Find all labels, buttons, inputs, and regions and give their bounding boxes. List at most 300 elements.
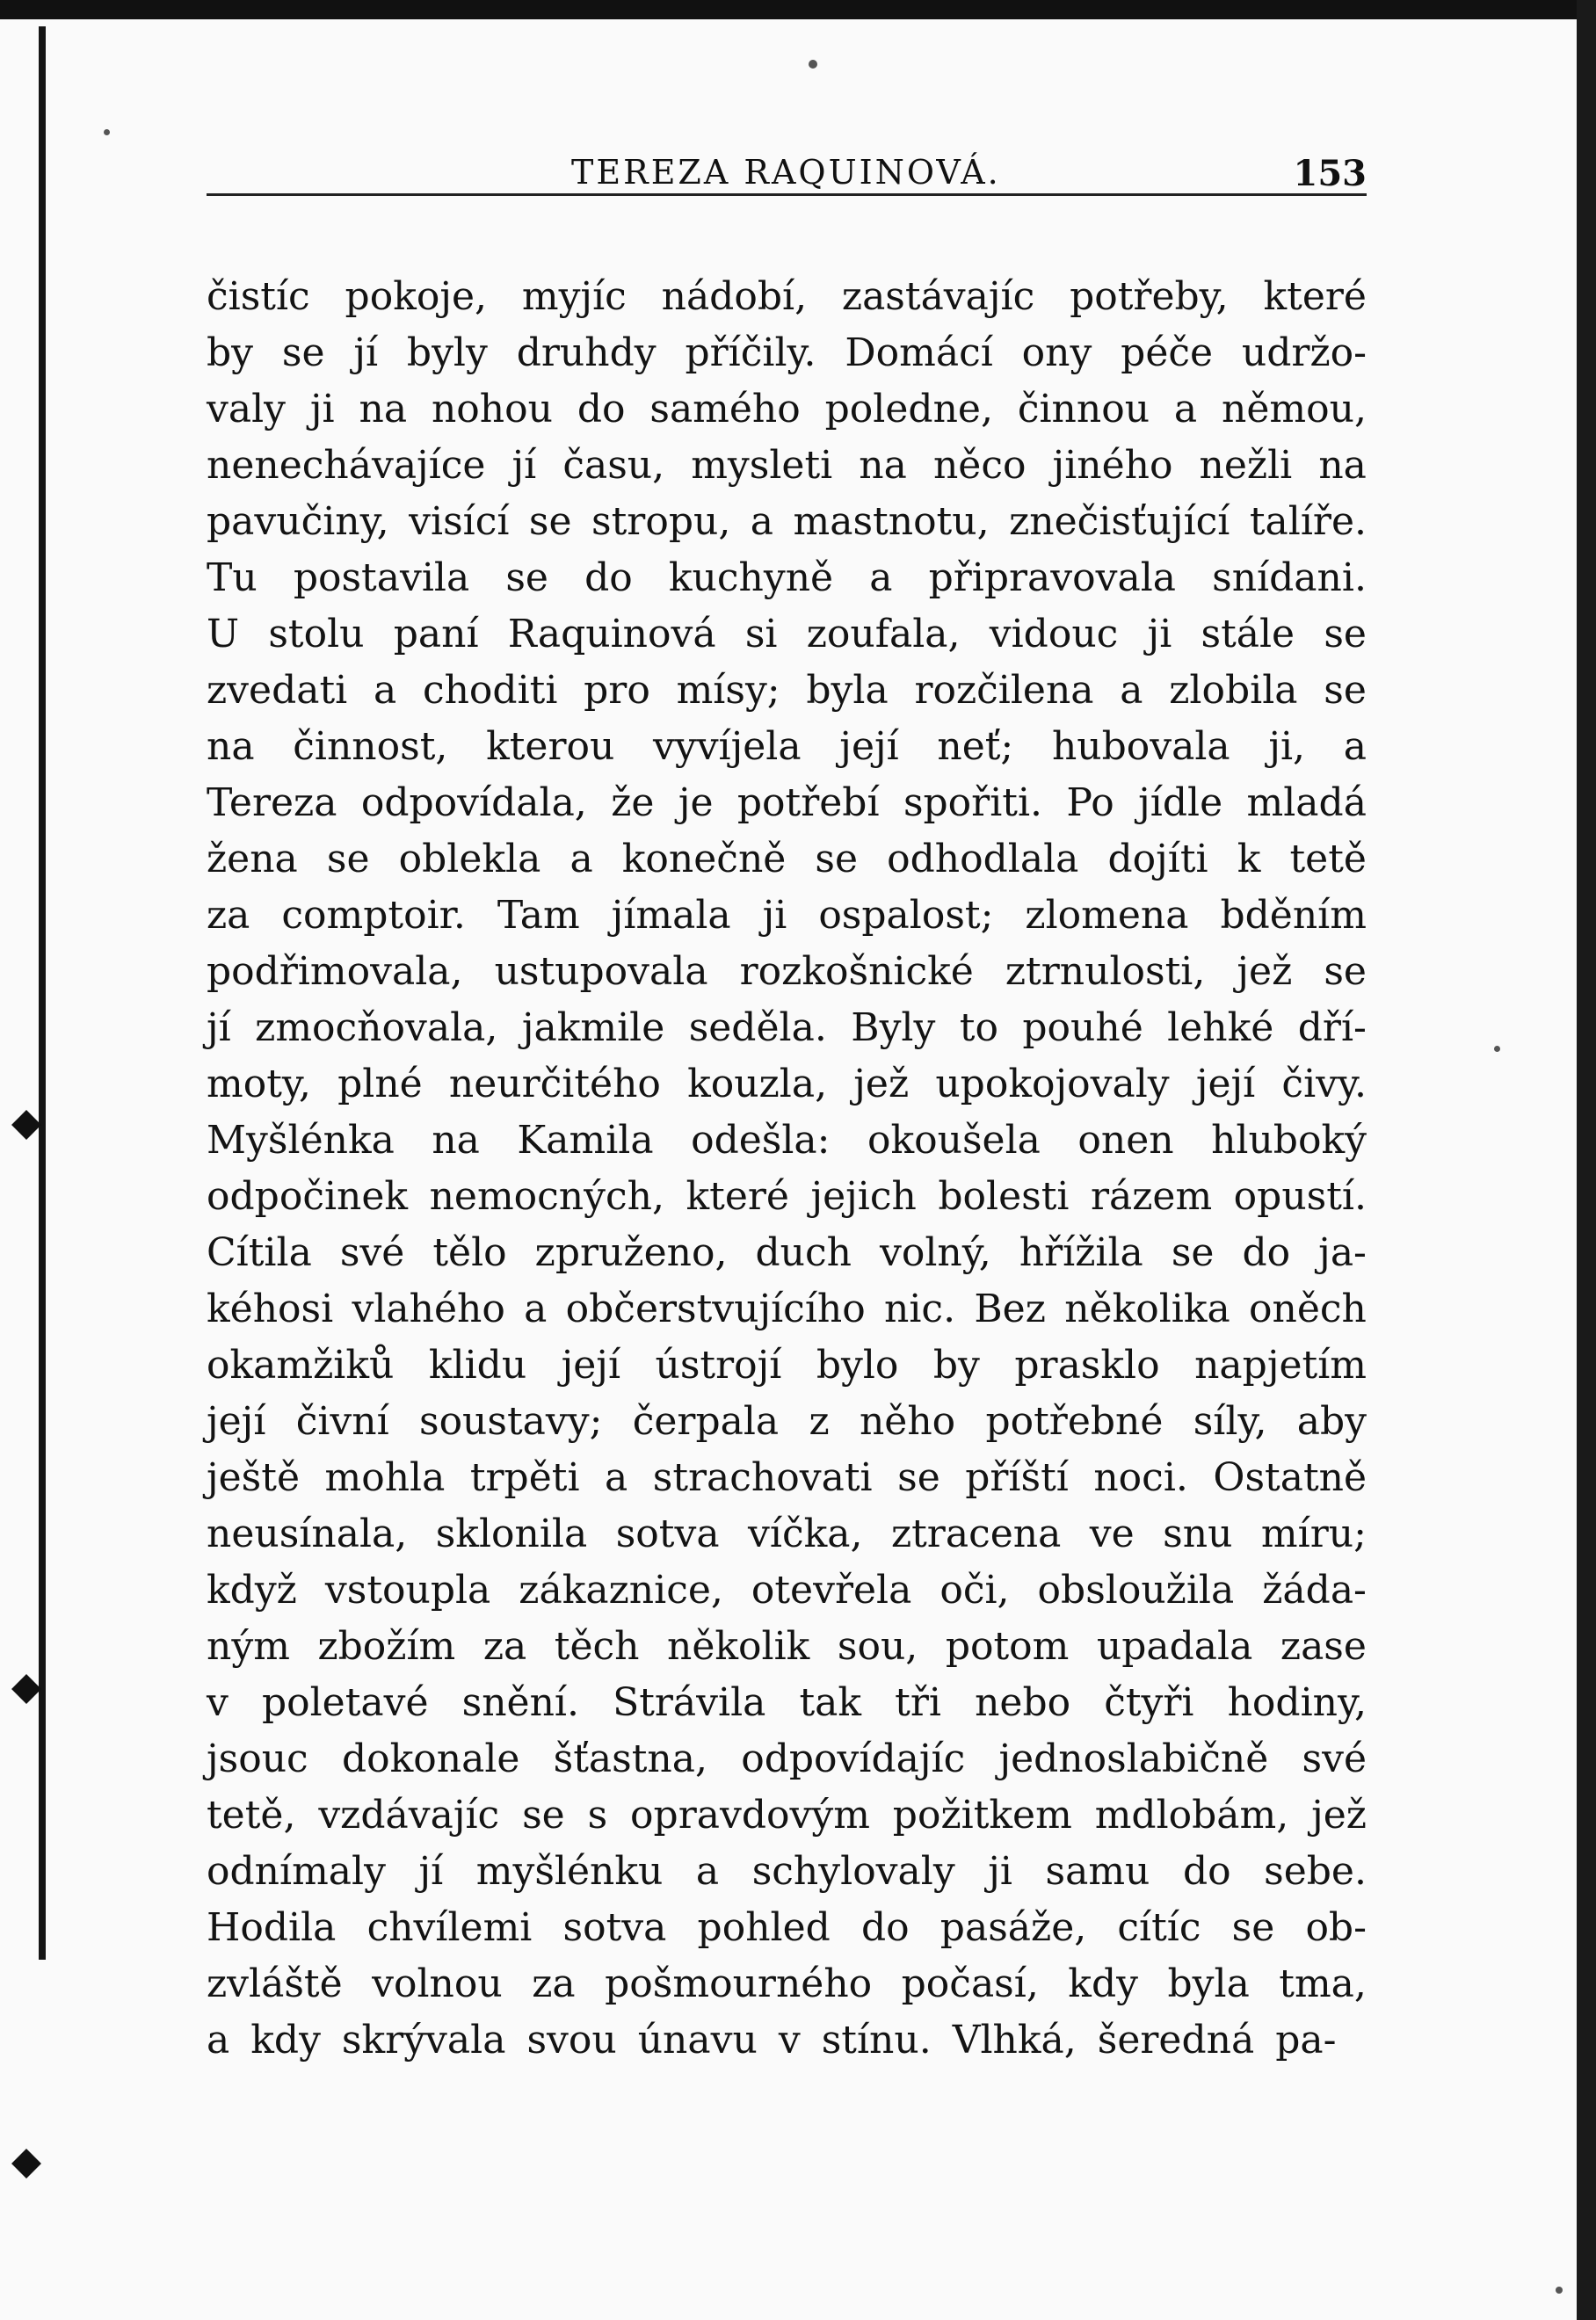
word: klidu: [428, 1343, 527, 1388]
word: Tam: [497, 893, 580, 938]
word: rázem: [1090, 1174, 1213, 1219]
text-line: [207, 1956, 1367, 2012]
word: na: [432, 1118, 480, 1163]
word: podřimovala,: [207, 949, 463, 994]
text-line: [207, 1056, 1367, 1113]
word: na: [207, 724, 255, 769]
word: zlobila: [1169, 668, 1298, 713]
word: Domácí: [845, 330, 993, 375]
word: se: [505, 555, 548, 600]
binding-knot: [11, 1674, 41, 1704]
text-line: [207, 663, 1367, 719]
word: své: [1302, 1736, 1367, 1781]
word: míru;: [1260, 1512, 1367, 1556]
word: únavu: [637, 2018, 758, 2063]
word: nádobí,: [661, 274, 808, 319]
word: mysleti: [691, 443, 833, 488]
text-line: [207, 1113, 1367, 1169]
word: se: [1171, 1230, 1215, 1275]
word: obsloužila: [1037, 1568, 1235, 1613]
word: několik: [667, 1624, 810, 1669]
text-line: [207, 438, 1367, 494]
word: vidouc: [989, 612, 1119, 656]
word: pasáže,: [939, 1905, 1087, 1950]
word: sotva: [562, 1905, 667, 1950]
word: ji: [988, 1849, 1012, 1894]
word: se: [1324, 612, 1367, 656]
word: připravovala: [928, 555, 1177, 600]
word: snu: [1163, 1512, 1233, 1556]
text-line: [207, 1169, 1367, 1225]
word: zase: [1280, 1624, 1367, 1669]
word: jež: [1237, 949, 1293, 994]
text-line: [207, 1394, 1367, 1450]
word: by: [207, 330, 254, 375]
word: Kamila: [517, 1118, 654, 1163]
word: Cítila: [207, 1230, 312, 1275]
word: bděním: [1220, 893, 1367, 938]
word: stropu,: [591, 499, 731, 544]
word: snídani.: [1212, 555, 1367, 600]
word: mísy;: [676, 668, 780, 713]
word: pro: [584, 668, 650, 713]
word: oblekla: [398, 837, 541, 881]
word: svou: [526, 2018, 617, 2063]
word: za: [482, 1624, 527, 1669]
word: šeredná: [1097, 2018, 1255, 2063]
text-line: [207, 2012, 1367, 2069]
word: čerpala: [632, 1399, 780, 1444]
word: s: [587, 1793, 608, 1838]
word: by: [932, 1343, 980, 1388]
word: potřebí: [736, 780, 880, 825]
text-line: [207, 775, 1367, 831]
word: Po: [1066, 780, 1114, 825]
word: ja-: [1318, 1230, 1367, 1275]
word: znečisťující: [1009, 499, 1230, 544]
word: nebo: [975, 1680, 1071, 1725]
word: se: [326, 837, 370, 881]
running-title: TEREZA RAQUINOVÁ.: [571, 153, 1001, 192]
word: které: [686, 1174, 789, 1219]
word: bolesti: [938, 1174, 1070, 1219]
word: upokojovaly: [935, 1062, 1170, 1106]
word: do: [577, 387, 626, 431]
word: z: [809, 1399, 830, 1444]
word: když: [207, 1568, 297, 1613]
word: samu: [1045, 1849, 1150, 1894]
word: šťastna,: [553, 1736, 707, 1781]
word: napjetím: [1194, 1343, 1367, 1388]
word: tak: [799, 1680, 862, 1725]
word: se: [897, 1455, 940, 1500]
word: ji: [309, 387, 335, 431]
word: nemocných,: [429, 1174, 664, 1219]
word: oněch: [1249, 1287, 1367, 1331]
word: a: [569, 837, 593, 881]
word: zlomena: [1025, 893, 1189, 938]
word: samého: [649, 387, 801, 431]
word: její: [1195, 1062, 1256, 1106]
word: rozkošnické: [739, 949, 974, 994]
word: ji: [762, 893, 787, 938]
word: kéhosi: [207, 1287, 334, 1331]
word: prasklo: [1014, 1343, 1160, 1388]
word: odpovídajíc: [741, 1736, 966, 1781]
word: něco: [932, 443, 1027, 488]
word: a: [1343, 724, 1367, 769]
word: potřeby,: [1070, 274, 1229, 319]
word: činnost,: [293, 724, 448, 769]
word: její: [839, 724, 899, 769]
word: vlahého: [352, 1287, 505, 1331]
word: do: [584, 555, 633, 600]
word: kdy: [1068, 1961, 1138, 2006]
word: opravdovým: [630, 1793, 870, 1838]
word: do: [1242, 1230, 1291, 1275]
word: byla: [806, 668, 889, 713]
word: nežli: [1199, 443, 1293, 488]
text-line: [207, 1450, 1367, 1506]
word: hřížila: [1019, 1230, 1143, 1275]
book-page-content: [207, 132, 1367, 2153]
word: choditi: [422, 668, 558, 713]
word: na: [1318, 443, 1367, 488]
word: zmocňovala,: [255, 1005, 498, 1050]
word: tma,: [1279, 1961, 1367, 2006]
word: a: [1120, 668, 1143, 713]
word: žáda-: [1262, 1568, 1367, 1613]
word: seděla.: [688, 1005, 827, 1050]
word: její: [561, 1343, 621, 1388]
word: konečně: [621, 837, 787, 881]
word: potřebné: [985, 1399, 1164, 1444]
word: jí: [353, 330, 379, 375]
word: odhodlala: [887, 837, 1079, 881]
word: si: [744, 612, 778, 656]
word: víčka,: [748, 1512, 863, 1556]
word: těch: [554, 1624, 640, 1669]
running-header: [207, 132, 1367, 196]
word: Tereza: [207, 780, 337, 825]
word: za: [532, 1961, 576, 2006]
word: a: [605, 1455, 628, 1500]
binding-knot: [11, 1110, 41, 1140]
word: onen: [1077, 1118, 1174, 1163]
word: jí: [418, 1849, 444, 1894]
word: občerstvujícího: [565, 1287, 866, 1331]
word: je: [678, 780, 714, 825]
word: a: [373, 668, 397, 713]
word: ztracena: [890, 1512, 1062, 1556]
word: pa-: [1275, 2018, 1337, 2063]
word: neusínala,: [207, 1512, 408, 1556]
word: Myšlénka: [207, 1118, 395, 1163]
word: několika: [1064, 1287, 1230, 1331]
word: poledne,: [824, 387, 993, 431]
word: mohla: [324, 1455, 446, 1500]
word: Vlhká,: [952, 2018, 1077, 2063]
text-line: [207, 1281, 1367, 1338]
word: zvedati: [207, 668, 348, 713]
word: čistíc: [207, 274, 310, 319]
word: mastnotu,: [793, 499, 990, 544]
word: odnímaly: [207, 1849, 386, 1894]
word: otevřela: [751, 1568, 912, 1613]
word: její: [207, 1399, 266, 1444]
word: opustí.: [1233, 1174, 1367, 1219]
word: vstoupla: [324, 1568, 491, 1613]
word: dojíti: [1107, 837, 1208, 881]
word: se: [281, 330, 325, 375]
scan-speck: [809, 60, 817, 69]
word: zpruženo,: [534, 1230, 728, 1275]
scan-right-border: [1577, 0, 1596, 2320]
word: něho: [859, 1399, 956, 1444]
word: jí: [207, 1005, 231, 1050]
word: a: [750, 499, 774, 544]
word: v: [207, 1680, 229, 1725]
word: oči,: [939, 1568, 1010, 1613]
word: na: [859, 443, 907, 488]
word: skrývala: [341, 2018, 506, 2063]
word: Bez: [974, 1287, 1046, 1331]
word: a: [869, 555, 893, 600]
word: vyvíjela: [652, 724, 802, 769]
word: na: [359, 387, 408, 431]
book-binding-line: [39, 26, 46, 1960]
word: bylo: [816, 1343, 899, 1388]
word: chvílemi: [366, 1905, 533, 1950]
word: sotva: [615, 1512, 720, 1556]
scan-speck: [1494, 1046, 1500, 1052]
word: činnou: [1017, 387, 1150, 431]
word: se: [815, 837, 859, 881]
word: plné: [337, 1062, 423, 1106]
word: okoušela: [867, 1118, 1041, 1163]
word: hubovala: [1051, 724, 1230, 769]
word: sebe.: [1264, 1849, 1367, 1894]
page-number: 153: [1293, 153, 1367, 194]
word: jakmile: [521, 1005, 665, 1050]
word: mdlobám,: [1094, 1793, 1289, 1838]
word: péče: [1121, 330, 1214, 375]
word: jež: [853, 1062, 910, 1106]
word: své: [339, 1230, 405, 1275]
word: dokonale: [341, 1736, 520, 1781]
word: stolu: [268, 612, 365, 656]
text-line: [207, 1506, 1367, 1562]
word: mladá: [1246, 780, 1367, 825]
word: jí: [511, 443, 537, 488]
text-line: [207, 606, 1367, 663]
word: k: [1237, 837, 1261, 881]
word: ztrnulosti,: [1005, 949, 1206, 994]
word: hluboký: [1211, 1118, 1367, 1163]
word: odpočinek: [207, 1174, 409, 1219]
word: do: [1182, 1849, 1231, 1894]
word: sou,: [837, 1624, 918, 1669]
word: strachovati: [652, 1455, 873, 1500]
text-line: [207, 944, 1367, 1000]
word: že: [611, 780, 655, 825]
word: pouhé: [1022, 1005, 1143, 1050]
word: a: [207, 2018, 230, 2063]
text-line: [207, 719, 1367, 775]
word: cítíc: [1117, 1905, 1201, 1950]
word: visící: [409, 499, 510, 544]
word: lehké: [1167, 1005, 1274, 1050]
word: ony: [1021, 330, 1092, 375]
text-line: [207, 494, 1367, 550]
word: ústrojí: [655, 1343, 782, 1388]
text-line: [207, 1731, 1367, 1787]
text-line: [207, 1787, 1367, 1844]
word: ob-: [1305, 1905, 1367, 1950]
word: tři: [895, 1680, 941, 1725]
word: jednoslabičně: [998, 1736, 1269, 1781]
text-line: [207, 888, 1367, 944]
word: Tu: [207, 555, 258, 600]
word: jejich: [810, 1174, 917, 1219]
scan-speck: [104, 129, 110, 135]
word: myšlénku: [475, 1849, 664, 1894]
word: čivy.: [1281, 1062, 1367, 1106]
word: pavučiny,: [207, 499, 389, 544]
word: a: [524, 1287, 548, 1331]
word: kouzla,: [687, 1062, 828, 1106]
word: myjíc: [521, 274, 627, 319]
word: spořiti.: [903, 780, 1043, 825]
word: kterou: [486, 724, 615, 769]
word: volnou: [372, 1961, 503, 2006]
word: udržo-: [1241, 330, 1367, 375]
text-line: [207, 1225, 1367, 1281]
word: upadala: [1096, 1624, 1253, 1669]
word: Strávila: [613, 1680, 766, 1725]
word: požitkem: [892, 1793, 1072, 1838]
word: pošmourného: [605, 1961, 873, 2006]
word: okamžiků: [207, 1343, 395, 1388]
text-line: [207, 1619, 1367, 1675]
word: aby: [1296, 1399, 1367, 1444]
word: ustupovala: [494, 949, 708, 994]
word: vzdávajíc: [318, 1793, 500, 1838]
word: jež: [1311, 1793, 1367, 1838]
word: se: [1324, 668, 1367, 713]
word: se: [1231, 1905, 1275, 1950]
text-line: [207, 1675, 1367, 1731]
word: trpěti: [469, 1455, 580, 1500]
text-line: [207, 1000, 1367, 1056]
text-line: [207, 269, 1367, 325]
text-line: [207, 831, 1367, 888]
word: ve: [1089, 1512, 1135, 1556]
word: se: [1324, 949, 1367, 994]
word: valy: [207, 387, 287, 431]
word: kdy: [250, 2018, 321, 2063]
word: jiného: [1052, 443, 1173, 488]
word: čivní: [295, 1399, 389, 1444]
word: stále: [1201, 612, 1295, 656]
word: odpovídala,: [360, 780, 587, 825]
text-line: [207, 1562, 1367, 1619]
word: zákaznice,: [519, 1568, 723, 1613]
word: rozčilena: [914, 668, 1094, 713]
word: pohled: [697, 1905, 831, 1950]
text-line: [207, 325, 1367, 381]
word: ospalost;: [818, 893, 994, 938]
word: nohou: [431, 387, 553, 431]
word: volný,: [879, 1230, 991, 1275]
word: paní: [393, 612, 479, 656]
word: tetě: [1289, 837, 1367, 881]
word: stínu.: [821, 2018, 932, 2063]
word: tetě,: [207, 1793, 296, 1838]
word: talíře.: [1249, 499, 1367, 544]
word: čtyři: [1104, 1680, 1194, 1725]
word: poletavé: [261, 1680, 429, 1725]
word: soustavy;: [418, 1399, 603, 1444]
word: schylovaly: [751, 1849, 955, 1894]
word: příští: [965, 1455, 1069, 1500]
word: postavila: [293, 555, 470, 600]
word: zbožím: [317, 1624, 456, 1669]
binding-knot: [11, 2149, 41, 2179]
word: Ostatně: [1213, 1455, 1367, 1500]
word: ným: [207, 1624, 290, 1669]
word: Raquinová: [507, 612, 716, 656]
word: neť;: [937, 724, 1014, 769]
word: ji,: [1268, 724, 1306, 769]
word: Hodila: [207, 1905, 337, 1950]
word: a: [1173, 387, 1198, 431]
word: byla: [1167, 1961, 1250, 2006]
word: sklonila: [435, 1512, 588, 1556]
word: času,: [562, 443, 665, 488]
word: druhdy: [516, 330, 657, 375]
word: noci.: [1093, 1455, 1188, 1500]
word: a: [695, 1849, 720, 1894]
word: dří-: [1297, 1005, 1367, 1050]
word: neurčitého: [448, 1062, 661, 1106]
word: v: [778, 2018, 801, 2063]
text-line: [207, 1900, 1367, 1956]
word: moty,: [207, 1062, 311, 1106]
word: jsouc: [207, 1736, 308, 1781]
body-text: [207, 269, 1367, 2069]
word: zastávajíc: [841, 274, 1035, 319]
scan-top-border: [0, 0, 1596, 19]
word: comptoir.: [281, 893, 466, 938]
word: do: [860, 1905, 910, 1950]
word: tělo: [432, 1230, 507, 1275]
word: potom: [945, 1624, 1070, 1669]
word: se: [522, 1793, 565, 1838]
word: počasí,: [901, 1961, 1039, 2006]
word: nic.: [884, 1287, 956, 1331]
scan-speck: [1556, 2287, 1563, 2294]
word: snění.: [461, 1680, 579, 1725]
text-line: [207, 1338, 1367, 1394]
word: ještě: [207, 1455, 300, 1500]
word: hodiny,: [1227, 1680, 1367, 1725]
word: se: [528, 499, 572, 544]
word: za: [207, 893, 250, 938]
word: zoufala,: [806, 612, 961, 656]
word: zvláště: [207, 1961, 343, 2006]
word: žena: [207, 837, 298, 881]
